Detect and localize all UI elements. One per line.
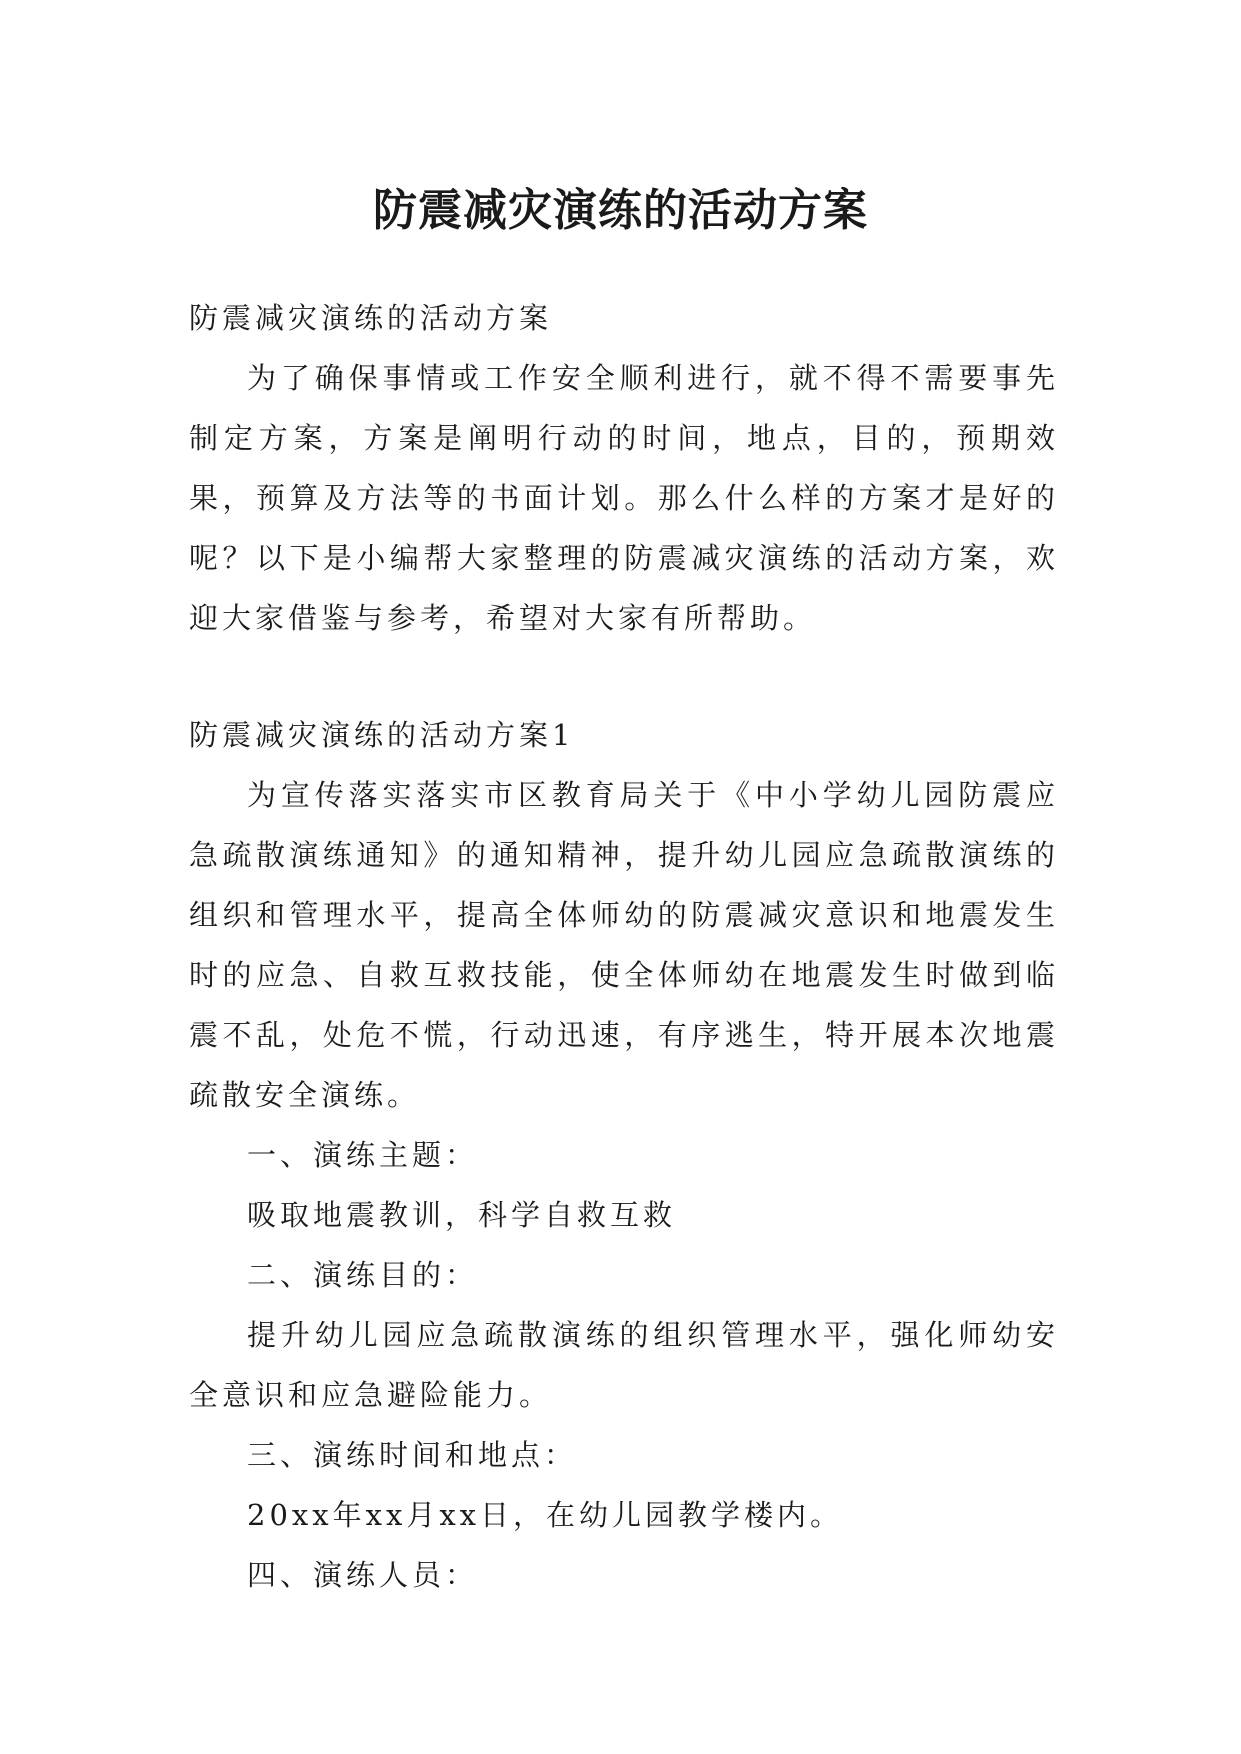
item-text-purpose: 提升幼儿园应急疏散演练的组织管理水平，强化师幼安全意识和应急避险能力。	[189, 1318, 1059, 1412]
item-heading-purpose: 二、演练目的：	[247, 1258, 479, 1292]
item-heading-personnel: 四、演练人员：	[247, 1558, 479, 1592]
document-subtitle: 防震减灾演练的活动方案	[189, 301, 553, 335]
section-spacer	[189, 648, 1059, 705]
document-title: 防震减灾演练的活动方案	[373, 185, 868, 237]
item-heading-time-place: 三、演练时间和地点：	[247, 1438, 578, 1472]
section-paragraph: 为宣传落实落实市区教育局关于《中小学幼儿园防震应急疏散演练通知》的通知精神，提升幼儿园应急疏散演练的组织和管理水平，提高全体师幼的防震减灾意识和地震发生时的应急、自救互救技能，使全体师幼在地震发生时做到临震不乱，处危不慌，行动迅速，有序逃生，特开展本次地震疏散安全演练。	[189, 778, 1059, 1112]
item-text-theme: 吸取地震教训，科学自救互救	[247, 1198, 677, 1232]
item-heading-theme: 一、演练主题：	[247, 1138, 479, 1172]
intro-paragraph: 为了确保事情或工作安全顺利进行，就不得不需要事先制定方案，方案是阐明行动的时间，地点，目的，预期效果，预算及方法等的书面计划。那么什么样的方案才是好的呢？以下是小编帮大家整理的防震减灾演练的活动方案，欢迎大家借鉴与参考，希望对大家有所帮助。	[189, 361, 1059, 635]
section-heading: 防震减灾演练的活动方案1	[189, 718, 575, 752]
item-text-time-place: 20xx年xx月xx日，在幼儿园教学楼内。	[247, 1498, 844, 1532]
document-body	[189, 288, 1059, 1605]
